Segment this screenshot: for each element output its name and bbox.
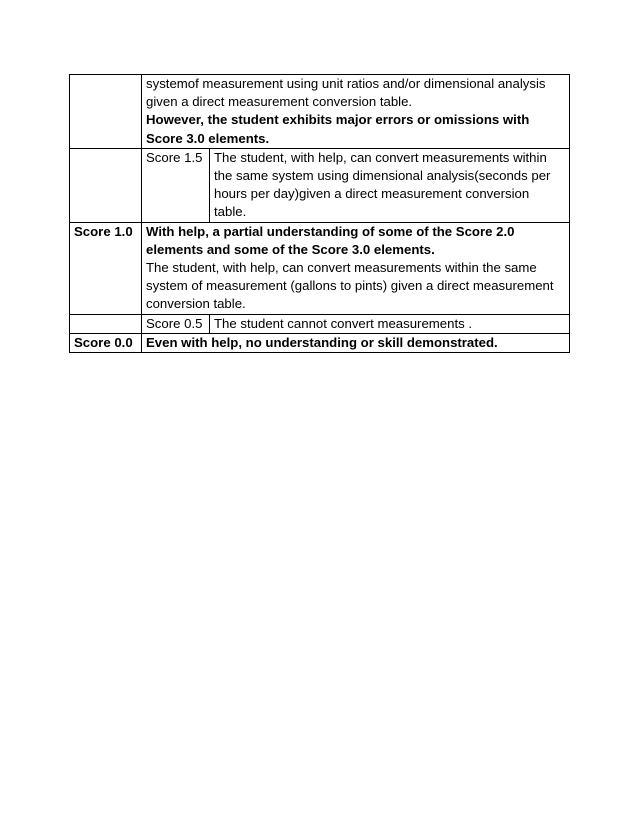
table-row <box>70 75 570 149</box>
rubric-table <box>69 74 570 353</box>
score-cell <box>70 75 142 149</box>
description-cell: The student, with help, can convert measurements within the same system using dimensional analysis(seconds per hours per day)given a direct measurement conversion table. <box>210 148 570 222</box>
sub-score-cell: Score 0.5 <box>142 314 210 333</box>
description-cell: Even with help, no understanding or skill demonstrated. <box>142 333 570 352</box>
sub-score-cell: Score 1.5 <box>142 148 210 222</box>
table-row <box>70 222 570 314</box>
description-bold-text: However, the student exhibits major errors or omissions with Score 3.0 elements. <box>146 112 530 146</box>
description-text: The student, with help, can convert measurements within the same system of measurement (gallons to pints) given a direct measurement conversion table. <box>146 260 554 312</box>
table-row <box>70 148 570 222</box>
description-cell <box>142 222 570 314</box>
description-bold-text: With help, a partial understanding of some of the Score 2.0 elements and some of the Score 3.0 elements. <box>146 223 515 257</box>
score-cell <box>70 148 142 222</box>
score-cell: Score 0.0 <box>70 333 142 352</box>
description-text: systemof measurement using unit ratios and/or dimensional analysis given a direct measurement conversion table. <box>146 76 546 110</box>
table-row <box>70 333 570 352</box>
description-cell <box>142 75 570 149</box>
description-cell: The student cannot convert measurements . <box>210 314 570 333</box>
score-cell: Score 1.0 <box>70 222 142 314</box>
score-cell <box>70 314 142 333</box>
table-row <box>70 314 570 333</box>
